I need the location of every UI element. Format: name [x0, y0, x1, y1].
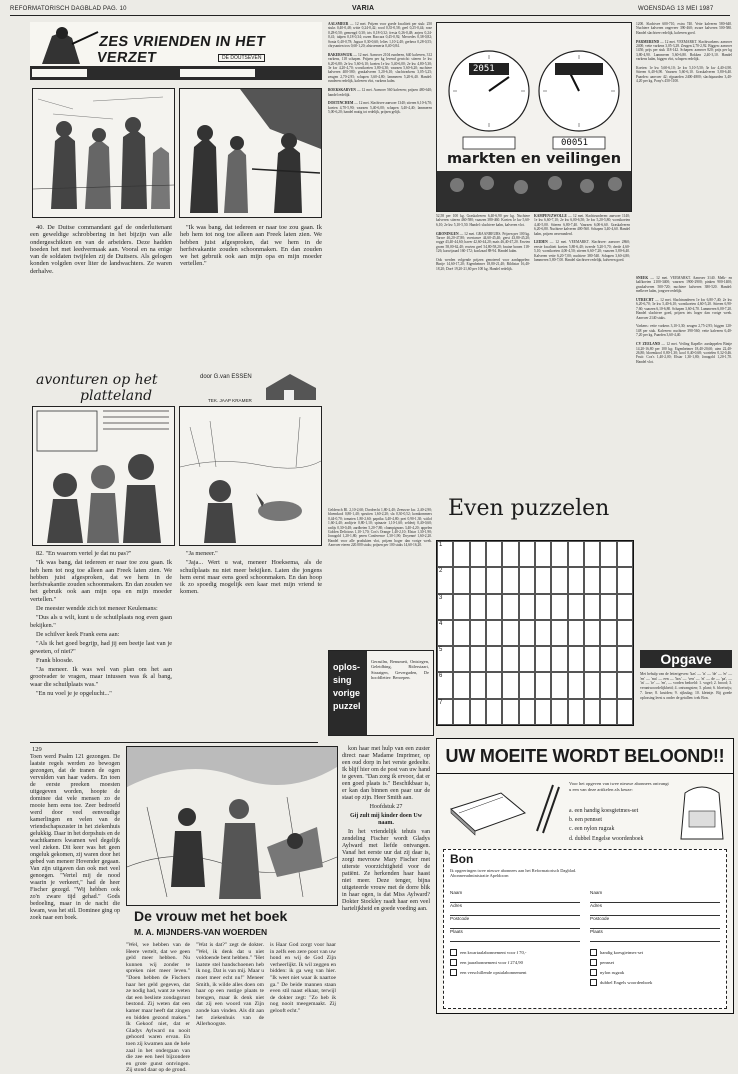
checkbox-icon[interactable] [450, 959, 457, 966]
article-col-1: Toen werd Psalm 121 gezongen. De laatste regels werden zo bewogen gezongen, dat de tranen de ogen vervulden van haar vaders. En toen de eerste preeken moesten uitgegeven worden, hoopte de dominee dat vele mensen zo de mooie hem eens toe. Zeer bedroefd werd door veel eenvoudige kamerlingen en velen van de vriendschapszuster in het ziekenhuis gelukkig. Daar in het dorpshuis en de wachtkamers kwamen wel degelijk veel zieken. Dit keer was het geen ongeluk gekomen, zij waren door het gebed van meneer Hovender gegaan. Van zijn uitgaven dan ook met veel genoegen. "Vertel mij de nood waarin je verkeert," had de heer Fischer gezegd. "Wij hebben ook zo'n zware tijd gehad." Gods bedoeling, maar in de nacht die kwam, was het stil. Dominee ging op zoek naar een boek. [30, 754, 120, 921]
market-city-aalsmeer: AALSMEER [328, 22, 349, 26]
market-city-boekskarven: BOEKSKARVEN [328, 88, 356, 93]
comic2-title-l1: avonturen op het [36, 372, 158, 388]
comic2-panel-2-illustration [180, 407, 321, 545]
bon-option[interactable]: een verschillende opstalabonnement [450, 968, 586, 978]
bon-field-address[interactable]: Adres [450, 903, 580, 916]
crossword-grid[interactable] [436, 540, 634, 726]
row-number: 5 [439, 647, 443, 654]
checkbox-icon[interactable] [590, 979, 597, 986]
soldier-header-icon [32, 24, 102, 68]
markets-illustration [436, 22, 632, 212]
puzzle-title: Even puzzelen [448, 496, 610, 521]
article-illustration-drawing [127, 747, 337, 905]
bon-field-city[interactable]: Plaats [450, 929, 580, 942]
story-col-2 [180, 550, 322, 740]
story-para-1: "Ik was bang, dat iedereen er naar toe zou gaan. Ik heb hem tot nog toe alleen aan Freek laten zien. We hebben juist afgesproken, dat we hem in de herfstvakantie zouden schoonmaken. En dan zouden we het gebruik ook aan mijn opa en mijn moeder vertellen." [30, 559, 172, 603]
market-col-a: AALSMEER — 12 mei. Prijzen voor goede kwaliteit per stuk: 250 stuks 0,40-0,48; witte 0,24-0,42; rood 0,35-0,58; geel 0,25-0,44; roze 0,28-0,50; gemengd 0,30; iris 0,18-0,32; fresia 0,26-0,48; anjers 0,24-0,41; tulpen 0,18-0,34; rozen Baccara 0,45-0,92; Mercedes 0,38-0,82; Sonia 0,40-0,78; Jaguar 0,30-0,60; lelies 1,10-2,40; gerbera 0,28-0,55; chrysanten tros 0,60-1,20; alstroemeria 0,40-0,84. BAKERSWIJK — 12 mei. Aanvoer 2104 runderen, 640 kalveren, 312 varkens, 118 schapen. Prijzen per kg levend gewicht: stieren 1e kw 6,20-6,80; 2e kw 5,60-6,10; koeien 1e kw 5,40-6,00; 2e kw 4,80-5,30; 3e kw 4,20-4,70; worstkoeien 3,80-4,30; vaarzen 5,60-6,20; nuchtere kalveren 400-580; graskalveren 5,20-6,10; slachtvarkens 3,05-3,25; zeugen 2,70-2,95; schapen 3,60-4,80; lammeren 5,20-6,40. Handel: runderen redelijk, kalveren vlot, varkens kalm. BOEKSKARVEN — 12 mei. Aanvoer 560 kalveren; prijzen 480-640; handel redelijk. DOETINCHEM — 12 mei. Slachtvee aanvoer 1340; stieren 6,10-6,70; koeien 4,70-5,90; vaarzen 5,40-6,00; schapen 3,40-4,40; lammeren 5,00-6,20; handel matig tot redelijk, prijzen gelijk. [328, 22, 432, 115]
bon-choice[interactable]: nylon rugzak [590, 968, 722, 978]
row-number: 3 [439, 594, 443, 601]
article-col-5-text: kon haar met hulp van een zuster direct naar Madame Imprimer, op een oud dorp in het verste gedeelte. Ik blijf hier om de post van uw hand te geven. "Dan zorg ik ervoor, dat er een goed plaats is." Beschikbaar is, er kan dan binnen een paar uur de staat op zijn. Heer Smith aan. [342, 746, 430, 801]
bon-option[interactable]: een jaarabonnement voor f 274,90 [450, 958, 586, 968]
bon-fields-left [450, 890, 580, 942]
market-col-c: 52,58 per 100 kg. Graskalveren 6,40-6,90 per kg. Nuchtere kalveren: stieren 460-580; vaarzen 380-460. Koeien 1e kw 5,60-6,10; 2e kw 5,10-5,50. Handel: slachtvee kalm, kalveren vlot. GRONINGEN — 12 mei. GRAANBEURS. Prijzen per 100 kg. Tarwe 46,20-47,80; voertarwe 44,60-45,40; gerst 43,80-45,20; rogge 43,40-44,60; haver 42,60-44,20; maïs 46,40-47,20. Erwten groen 58,00-62,40; erwten geel 54,80-58,20; bruine bonen 118-126; karwijzaad 160-172; koolzaad 88-94. Handel kalm. Ook werden volgende prijzen genoteerd voor aardappelen: Bintje 14,60-17,20; Eigenheimer 18,80-21,40; Bildtstar 16,40-18,20; Doré 19,20-21,60 per 100 kg. Handel redelijk. [436, 214, 530, 271]
comic2-credit2: TEK. JAAP KRAMER [208, 398, 252, 403]
bon-fields-right [590, 890, 720, 942]
market-crowd-illustration [437, 171, 631, 211]
reward-item: c. een nylon rugzak [569, 826, 615, 833]
market-col-b: Geldersch Bl. 2,10-2,60; Dordrecht 1,80-2,40; Zeeuwse kw. 2,40-2,90; bloemkool 0,80-1,40; spruiten 1,60-2,20; sla 0,30-0,52; komkommers 0,44-0,70; tomaten 1,80-2,60; paprika 3,40-4,80; prei 0,90-1,30; witlof 1,60-2,40; andijvie 0,80-1,10; spinazie 1,10-1,60; selderij 0,40-0,60; radijs 0,30-0,48; aardbeien 5,20-7,80; champignons 3,40-4,20; appelen Golden Delicious 1,10-1,70; Cox's Orange 1,40-2,10; Elstar 1,30-1,90; Jonagold 1,20-1,80; peren Conference 1,30-1,90; Doyenné 1,60-2,20. Handel voor alle produkten vlot, prijzen hoger dan vorige week. Aanvoer eieren 220.000 stuks; prijzen per 100 stuks 14,60-16,20. [328, 508, 432, 548]
article-col-3: "Wat is dat?" zegt de dokter. "Wel, ik denk dat u niet voldoende bent hebben." "Het laatste stel handschoenen heb ik nog. Dat is van mij. Maar u moet meer echt nu!" Meneer Smith, ik wilde alles doen om haar op een rustige plaats te brengen, maar ik denk niet dat zij een woord van Zijn zonde kan vinden. Als dit aan het ziekenhuis van de Allerhoogste. [196, 942, 264, 1028]
masthead-date: WOENSDAG 13 MEI 1987 [638, 6, 714, 12]
clock-readout-1: 2051 [473, 64, 495, 74]
bon-coupon [443, 849, 727, 1009]
checkbox-icon[interactable] [590, 949, 597, 956]
comic2-panel-1 [32, 406, 175, 546]
bon-field-name[interactable]: Naam [450, 890, 580, 903]
bon-choices [590, 948, 722, 988]
comic2-title-l2: platteland [80, 388, 153, 404]
bon-field-address-2[interactable]: Adres [590, 903, 720, 916]
masthead-section: VARIA [352, 5, 375, 12]
reward-title: UW MOEITE WORDT BELOOND!! [445, 746, 725, 766]
comic-avonturen [30, 368, 322, 546]
opgave-text: Met behulp van de letterigeven: 'kas' — 'is' — 'de' — 'er' — 'en' — 'ma' — een — 'bos' — 'ven' — 'ei' — de — 'pa', — 'in' — 'ie' — 'en', — vorden bedoeld: 1. vogel; 2. brood; 3. verantwoordelijkheid; 4. ontvangsten; 5. plant; 6. bloeiwijs; 7. lieze; 8. kruiden; 9. rijksdag; 10. kleintje. Bij goede oplossing leest u onder de getallen: trek Bon. [640, 672, 732, 700]
article-vrouw-met-boek [30, 746, 430, 1074]
market-city-bakerswijk: BAKERSWIJK [328, 52, 353, 57]
article-subhead: Hoofdstuk 27 [369, 804, 403, 810]
market-col-right-mid: SNEEK — 12 mei. VEEMARKT. Aanvoer 3140. Melk- en kalfkoeien 2100-3400; vaarzen 1900-2900; pinken 900-1400; graskalveren 500-720; nuchtere kalveren 380-520. Handel: melkvee kalm, jongvee redelijk. UTRECHT — 12 mei. Slachtrunderen 1e kw 6,80-7,40; 2e kw 6,20-6,70; 3e kw 5,40-6,10; worstkoeien 4,60-5,20. Stieren 6,90-7,60; vaarzen 6,10-6,80. Schapen 3,60-4,70. Lammeren 6,00-7,20. Handel slachtvee goed, prijzen iets hoger dan vorige week. Aanvoer 2140 stuks. Varkens: vette varkens 3,10-3,30; zeugen 2,75-2,95; biggen 120-148 per stuk. Kalveren: nuchtere 390-560; vette kalveren 6,40-7,20 per kg. Paarden 3,60-4,40. CV ZEELAND — 12 mei. Veiling Kapelle: aardappelen Bintje 14,20-16,80 per 100 kg; Eigenheimer 18,40-20,60; uien 22,40-26,80; bloemkool 0,80-1,30; kool 0,40-0,68; wortelen 0,32-0,46. Fruit: Cox's 1,40-2,00; Elstar 1,30-1,80; Jonagold 1,20-1,70. Handel vlot. [636, 276, 732, 364]
story-para-7: "Ja meneer. Ik was wel van plan om het aan grootvader te vragen, maar intussen was ik al bang, waar die schuilplaats was." [30, 666, 172, 688]
row-number: 1 [439, 542, 443, 548]
article-quote: Gij zult mij kinder doen Uw naam. [349, 813, 423, 826]
bon-choice[interactable]: pennset [590, 958, 722, 968]
checkbox-icon[interactable] [590, 959, 597, 966]
market-col-d: KAMPEN/ZWOLLE — 12 mei. Slachtrunderen: aanvoer 1140; 1e kw 6,60-7,10; 2e kw 6,00-6,50; 3e kw 5,20-5,80; worstkoeien 4,40-5,00. Stieren 6,80-7,40. Vaarzen 6,00-6,60. Graskalveren 6,20-6,80. Nuchtere kalveren 400-560. Schapen 3,40-4,60. Handel kalm, prijzen onveranderd. LEIDEN — 12 mei. VEEMARKT. Slachtvee: aanvoer 2860; eerste kwaliteit koeien 5,80-6,40; tweede 5,20-5,70; derde 4,60-5,10; worstkoeien 4,00-4,50; stieren 6,60-7,20; vaarzen 5,80-6,40. Kalveren vette 6,20-7,00; nuchtere 380-540. Schapen 3,60-4,80; lammeren 5,80-7,00. Handel slachtvee redelijk, kalveren goed. [534, 214, 630, 263]
market-city-zeeland: CV ZEELAND [636, 342, 660, 347]
market-text-column [328, 22, 432, 502]
article-number: 129 [32, 746, 42, 753]
comic1-caption-text: 40. De Duitse commandant gaf de onderluitenant een geweldige schrobbering in het bijzijn van alle ondergeschikten en van de arbeiders. Deze hadden hoeden het met leedvermaak aan. Vooral en na enige van de soldaten twijfelen zij de Duitsers. Als gelogen konden volgden over liter de landwachters. Ze waren derhalve. [30, 224, 172, 275]
story-para-3: "Dus als u wilt, kunt u de schuilplaats nog even gaan bekijken." [30, 614, 172, 629]
checkbox-icon[interactable] [590, 969, 597, 976]
market-city-doetinchem: DOETINCHEM [328, 101, 354, 106]
comic1-caption-text-2: "Ik was bang, dat iedereen er naar toe zou gaan. Ik heb hem tot nog toe alleen aan Freek laten zien. We hebben juist afgesproken, dat we hem in de herfstvakantie zouden schoonmaken. En dan zouden we het gebruik ook aan mijn opa en mijn moeder vertellen." [180, 224, 322, 268]
pen-set-icon [529, 781, 569, 837]
left-bottom-rule [30, 742, 318, 743]
comic2-panel-2 [179, 406, 322, 546]
reward-item: d. dubbel Engelse woordenboek [569, 835, 644, 842]
market-city-groningen: GRONINGEN [436, 231, 459, 236]
comic-zes-vrienden [30, 22, 322, 220]
reward-intro: Voor het opgeven van twee nieuwe abonnees ontvangt u een van deze artikelen als keuze: [569, 781, 669, 792]
opgave-box [640, 650, 732, 736]
masthead-rule [10, 15, 730, 16]
market-city-sneek: SNEEK [636, 276, 649, 280]
solution-text: Gerasilm, Benumeti, Ontsiegen, Geleidbing, Ritlerstaart, Straatgen, Gevergaden, De hoofdletter: Beroepen. [371, 659, 429, 681]
story-para-0: 82. "En waarom vertel je dat nu pas?" [36, 550, 132, 557]
comic1-caption-col2 [180, 224, 322, 370]
comic-panel-1 [32, 88, 175, 218]
crossword-row-numbers [439, 542, 449, 726]
comic2-panel-1-illustration [33, 407, 174, 545]
market-col-right-top: 1200. Slachtvee 600-710, extra 740. Vette kalveren 580-640. Nuchtere kalveren ongeveer 390-460; zware kalveren 500-580. Handel slachtvee redelijk, kalveren goed. PARMEREND — 12 mei. VEEMARKT. Slachtvarkens: aanvoer 2400; vette varkens 3,05-3,28. Zeugen 2,70-2,92. Biggen: aanvoer 1450; prijs per stuk 118-142. Schapen: aanvoer 820; prijs per kg 3,80-4,90. Lammeren 5,60-6,80. Bokken 2,40-3,10. Handel varkens kalm, biggen vlot, schapen redelijk. Koeien: 1e kw 5,60-6,10; 2e kw 5,10-5,50; 3e kw 4,40-4,90. Stieren 6,40-6,90. Vaarzen 5,60-6,10. Graskalveren 5,80-6,40. Paarden: aanvoer 42; rijpaarden 2400-4800; slachtpaarden 3,40-4,20 per kg. Pony's 450-1100. [636, 22, 732, 84]
suitcase-icon [445, 783, 531, 839]
farm-house-icon [262, 372, 320, 402]
market-city-kampen: KAMPEN/ZWOLLE [534, 214, 567, 218]
bon-choice[interactable]: handig koesgietmes-set [590, 948, 722, 958]
masthead-left: REFORMATORISCH DAGBLAD PAG. 10 [10, 6, 127, 12]
story-para-2: De meester wendde zich tot meneer Keulemans: [36, 605, 158, 613]
comic-title-banner [30, 22, 322, 70]
article-author: M. A. MIJNDERS-VAN WOERDEN [134, 927, 268, 937]
story-para-8: "En nu voel je je opgelucht..." [36, 690, 112, 698]
comic-credit-right1: DE DOUTSEVEN [218, 54, 265, 62]
comic-credit-left-box [32, 69, 87, 77]
row-number: 4 [439, 620, 443, 627]
bon-choice[interactable]: dubbel Engels woordenboek [590, 978, 722, 988]
bon-text: Ik opgeeringen twee nieuwe abonnees aan het Reformatorisch Dagblad. Abonneeadministratie Apeldoorn [450, 868, 577, 879]
bon-options [450, 948, 586, 978]
bon-title: Bon [450, 852, 474, 866]
article-col-5b-text: In het vriendelijk tehuis van zendeling Fischer wordt Gladys Aylward met liefde ontvangen. Vanaf het eerste uur dat zij daar is, zorgt mevrouw Mary Fischer met uiterste voorzichtigheid voor de patiënt. Ze herkenden haar haast niet meer. Deze tenger, bijna uitgeteerde vrouw met de dorre blik in haar ogen, is dat Miss Aylward? Dokter Stockley raadt haar een veel hartelijkheid en goede voeding aan. [342, 829, 430, 912]
article-col-4: is Haar God zorgt voor haar in zelfs een zere poot van uw hond en wij de God Zijn verheerlijkt. Ik wil zeggen en bidden: ik ga weg van hier. "Ik weet niet waar ik naartoe ga." De beide mannen staan even stil naast elkaar, terwijl de dokter zegt: "Zo heb ik nog nooit meegemaakt. Zij gelooft echt." [270, 942, 336, 1014]
opgave-title: Opgave [640, 650, 732, 668]
reward-ad [436, 738, 734, 1014]
comic2-credit: door G.van ESSEN [200, 374, 252, 380]
story-para-9: "Ja meneer." [186, 550, 218, 557]
comic-title: ZES VRIENDEN IN HET VERZET [95, 34, 267, 66]
row-number: 2 [439, 568, 443, 575]
market-city-parmerend: PARMEREND [636, 39, 660, 44]
story-para-6: Frank bloosde. [36, 656, 74, 664]
reward-item: b. een pennset [569, 817, 602, 824]
clock-readout-2: 00051 [561, 138, 589, 148]
comic1-caption [30, 224, 172, 370]
article-title: De vrouw met het boek [134, 908, 288, 924]
story-col-1 [30, 550, 172, 740]
comic-panel-2 [179, 88, 322, 218]
row-number: 7 [439, 699, 443, 706]
bon-field-postcode-2[interactable]: Postcode [590, 916, 720, 929]
markets-title: markten en veilingen [446, 151, 622, 167]
story-number: 82. [36, 550, 44, 557]
puzzle-solution-box [328, 650, 434, 736]
comic-credit-right-box [180, 69, 255, 77]
checkbox-icon[interactable] [450, 969, 457, 976]
story-para-10: "Jaja... Wert u wat, meneer Hoeksema, als de schuilplaats nu niet meer bekijken. Laten die jongens hem eerst maar eens goed schoonmaken. En dan hoop ik zo spoedig mogelijk een kaar met mijn vriend te komen. [180, 559, 322, 596]
article-col-5 [342, 746, 430, 1058]
row-number: 6 [439, 673, 443, 680]
story-para-4: De schilver keek Frank eens aan: [36, 630, 120, 638]
bon-field-city-2[interactable]: Plaats [590, 929, 720, 942]
puzzle-section [436, 496, 636, 734]
bon-field-name-2[interactable]: Naam [590, 890, 720, 903]
checkbox-icon[interactable] [450, 949, 457, 956]
article-illustration [126, 746, 338, 906]
story-para-5: "Als ik het goed begrijp, had jij een beetje last van je geweten, of niet?" [30, 640, 172, 655]
comic-panel-2-illustration [180, 89, 321, 217]
article-col-2: "Wel, we hebben van de Heere vertelt, dat we geen geld meer hebben. Nu kunnen wij zonder te spreken niet meer leven." "Doen hebben de Fischers haar het geld gegeven, dat ze nodig had, want ze weten dat een besliste zondagsrust bestond. Zij weten dat een kamer maar heeft dat zingen en bidden gezond maken." Ik Gekoof niet, dat er Gladys Aylward nu nooit gehoord waren ervan. En toen zij kwamen aan de hele zaal in het ondergaan van die zee een heel bijzondere en grote gunst ontvingen. Zij stond daar op de grond. [126, 942, 190, 1074]
market-city-utrecht: UTRECHT [636, 298, 654, 303]
comic-panel-1-illustration [33, 89, 174, 217]
bon-field-postcode[interactable]: Postcode [450, 916, 580, 929]
reward-item: a. een handig koesgietmes-set [569, 808, 639, 814]
reward-title-band [437, 773, 733, 774]
market-city-leiden: LEIDEN [534, 240, 548, 245]
reward-items-list [569, 807, 673, 844]
bon-option[interactable]: een kwartaalabonnement voor f 70,- [450, 948, 586, 958]
backpack-icon [675, 779, 729, 843]
solution-heading: oplos- sing vorige puzzel [333, 662, 361, 711]
